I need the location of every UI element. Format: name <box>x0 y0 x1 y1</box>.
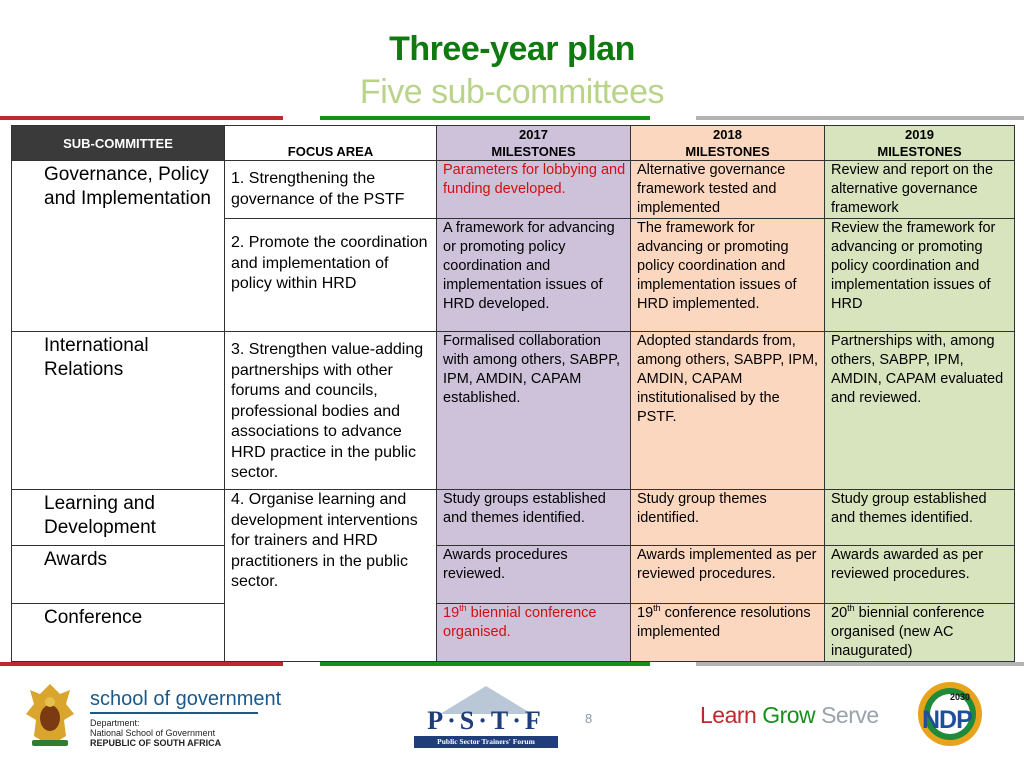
milestone-text: biennial conference organised. <box>443 605 597 640</box>
school-of-government-logo <box>90 688 281 749</box>
page-number: 8 <box>585 711 593 726</box>
milestone-2017-r5: Awards procedures reviewed. <box>437 546 631 604</box>
top-bar-green <box>320 116 650 120</box>
school-underline <box>90 712 258 714</box>
table-row <box>12 490 1015 546</box>
focus-area-2: 2. Promote the coordination and implementation of policy within HRD <box>225 219 437 332</box>
milestone-2017-r4: Study groups established and themes identified. <box>437 490 631 546</box>
dept-line-3: REPUBLIC OF SOUTH AFRICA <box>90 738 222 748</box>
page-title: Three-year plan <box>389 30 635 68</box>
ordinal-suffix: th <box>847 603 855 614</box>
milestone-2018-r4: Study group themes identified. <box>631 490 825 546</box>
focus-area-3: 3. Strengthen value-adding partnerships with other forums and councils, professional bodies and associations to advance HRD practice in the public sector. <box>225 332 437 490</box>
school-name: school of government <box>90 688 282 710</box>
milestone-2018-r2: The framework for advancing or promoting policy coordination and implementation issues of HRD implemented. <box>631 219 825 332</box>
ordinal-suffix: th <box>653 603 661 614</box>
bottom-bar-grey <box>696 662 1024 666</box>
milestone-text: conference resolutions implemented <box>637 605 811 640</box>
subcommittee-conference: Conference <box>12 604 225 662</box>
milestone-2019-r1: Review and report on the alternative governance framework <box>825 161 1015 219</box>
bottom-bar-green <box>320 662 650 666</box>
header-2017-year: 2017 <box>519 127 548 142</box>
ordinal-number: 19 <box>443 605 460 621</box>
header-focus-area: FOCUS AREA <box>225 126 437 161</box>
header-2017 <box>437 126 631 161</box>
ndp-text: NDP <box>922 706 972 734</box>
slogan-grow: Grow <box>762 702 816 728</box>
header-2017-label: MILESTONES <box>491 144 576 159</box>
milestone-2018-r5: Awards implemented as per reviewed procedures. <box>631 546 825 604</box>
focus-area-4: 4. Organise learning and development interventions for trainers and HRD practitioners in the public sector. <box>225 490 437 662</box>
ndp-logo <box>916 680 984 748</box>
milestone-2019-r5: Awards awarded as per reviewed procedures. <box>825 546 1015 604</box>
milestones-table <box>11 125 1015 662</box>
slogan-learn: Learn <box>700 702 757 728</box>
subcommittee-governance: Governance, Policy and Implementation <box>12 161 225 332</box>
focus-area-1: 1. Strengthening the governance of the PSTF <box>225 161 437 219</box>
ordinal-number: 20 <box>831 605 848 621</box>
header-2018-year: 2018 <box>713 127 742 142</box>
pstf-caption: Public Sector Trainers' Forum <box>414 736 558 748</box>
milestone-2019-r2: Review the framework for advancing or promoting policy coordination and implementation issues of HRD <box>825 219 1015 332</box>
table-row <box>12 161 1015 219</box>
pstf-logo <box>410 684 562 750</box>
milestone-2017-r3: Formalised collaboration with among others, SABPP, IPM, AMDIN, CAPAM established. <box>437 332 631 490</box>
ndp-year: 2030 <box>950 692 971 702</box>
header-2019 <box>825 126 1015 161</box>
table-row <box>12 332 1015 490</box>
table-header-row <box>12 126 1015 161</box>
dept-line-2: National School of Government <box>90 728 216 738</box>
header-2019-label: MILESTONES <box>877 144 962 159</box>
milestone-2017-r6 <box>437 604 631 662</box>
header-2018-label: MILESTONES <box>685 144 770 159</box>
pstf-letters: P·S·T·F <box>427 706 545 735</box>
milestone-2018-r6 <box>631 604 825 662</box>
milestone-2018-r1: Alternative governance framework tested and implemented <box>631 161 825 219</box>
header-2019-year: 2019 <box>905 127 934 142</box>
header-sub-committee: SUB-COMMITTEE <box>12 126 225 161</box>
header-2018 <box>631 126 825 161</box>
coat-of-arms-icon <box>22 680 78 752</box>
milestone-2017-r1: Parameters for lobbying and funding developed. <box>437 161 631 219</box>
milestone-2017-r2: A framework for advancing or promoting policy coordination and implementation issues of HRD developed. <box>437 219 631 332</box>
milestone-2019-r4: Study group established and themes identified. <box>825 490 1015 546</box>
subcommittee-learning: Learning and Development <box>12 490 225 546</box>
milestone-2018-r3: Adopted standards from, among others, SABPP, IPM, AMDIN, CAPAM institutionalised by the PSTF. <box>631 332 825 490</box>
milestone-text: biennial conference organised (new AC inaugurated) <box>831 605 985 659</box>
top-bar-red <box>0 116 283 120</box>
table-row <box>12 546 1015 604</box>
slogan <box>700 702 879 729</box>
top-bar-grey <box>696 116 1024 120</box>
ordinal-number: 19 <box>637 605 654 621</box>
slogan-serve: Serve <box>821 702 879 728</box>
milestone-2019-r6 <box>825 604 1015 662</box>
dept-line-1: Department: <box>90 718 140 728</box>
subcommittee-international: International Relations <box>12 332 225 490</box>
milestone-2019-r3: Partnerships with, among others, SABPP, IPM, AMDIN, CAPAM evaluated and reviewed. <box>825 332 1015 490</box>
page-subtitle: Five sub-committees <box>359 73 665 111</box>
table-row <box>12 604 1015 662</box>
subcommittee-awards: Awards <box>12 546 225 604</box>
bottom-bar-red <box>0 662 283 666</box>
ordinal-suffix: th <box>459 603 467 614</box>
